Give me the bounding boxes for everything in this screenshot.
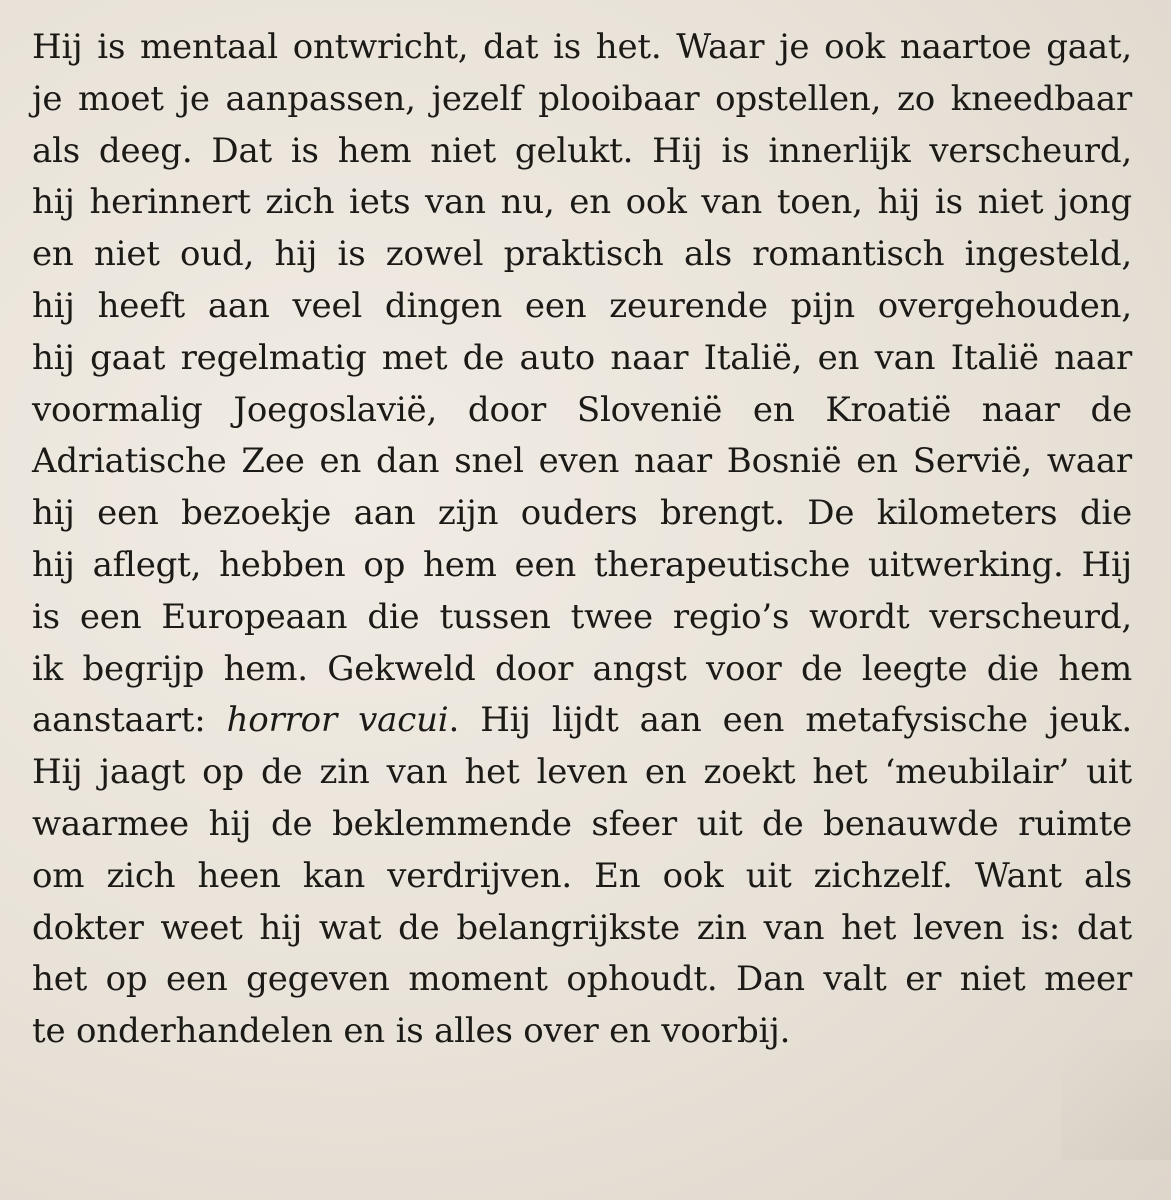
text-line-7: hij gaat regelmatig met de auto naar Italië, en van Italië naar [32,337,1132,378]
text-line-18: dokter weet hij wat de belangrijkste zin van het leven is: dat [32,907,1132,948]
text-line-6: hij heeft aan veel dingen een zeurende pijn overgehouden, [32,285,1132,326]
text-line-13: ik begrijp hem. Gekweld door angst voor de leegte die hem [32,648,1132,689]
text-line-3: als deeg. Dat is hem niet gelukt. Hij is innerlijk verscheurd, [32,130,1132,171]
text-line-15: Hij jaagt op de zin van het leven en zoekt het ‘meubilair’ uit [32,752,1132,793]
text-line-19: het op een gegeven moment ophoudt. Dan valt er niet meer [32,959,1132,1000]
text-line-12: is een Europeaan die tussen twee regio’s wordt verscheurd, [32,596,1132,637]
text-line-11: hij aflegt, hebben op hem een therapeutische uitwerking. Hij [32,544,1132,585]
text-line-20: te onderhandelen en is alles over en voorbij. [32,1011,791,1052]
italic-phrase: horror vacui [226,700,449,741]
text-line-14-end: . Hij lijdt aan een metafysische jeuk. [448,700,1132,741]
text-line-14-start: aanstaart: [32,700,227,741]
text-line-17: om zich heen kan verdrijven. En ook uit zichzelf. Want als [32,855,1132,896]
text-line-2: je moet je aanpassen, jezelf plooibaar opstellen, zo kneedbaar [32,78,1132,119]
text-line-4: hij herinnert zich iets van nu, en ook van toen, hij is niet jong [32,182,1132,223]
text-line-14 [32,695,1132,747]
page-shadow [1061,1040,1171,1160]
text-line-1: Hij is mentaal ontwricht, dat is het. Waar je ook naartoe gaat, [32,27,1132,67]
text-line-10: hij een bezoekje aan zijn ouders brengt. De kilometers die [32,493,1132,534]
paragraph [32,22,1132,1058]
text-line-16: waarmee hij de beklemmende sfeer uit de benauwde ruimte [32,803,1132,844]
text-line-8: voormalig Joegoslavië, door Slovenië en Kroatië naar de [32,389,1132,430]
text-line-5: en niet oud, hij is zowel praktisch als romantisch ingesteld, [32,234,1132,275]
text-line-9: Adriatische Zee en dan snel even naar Bosnië en Servië, waar [32,441,1132,482]
